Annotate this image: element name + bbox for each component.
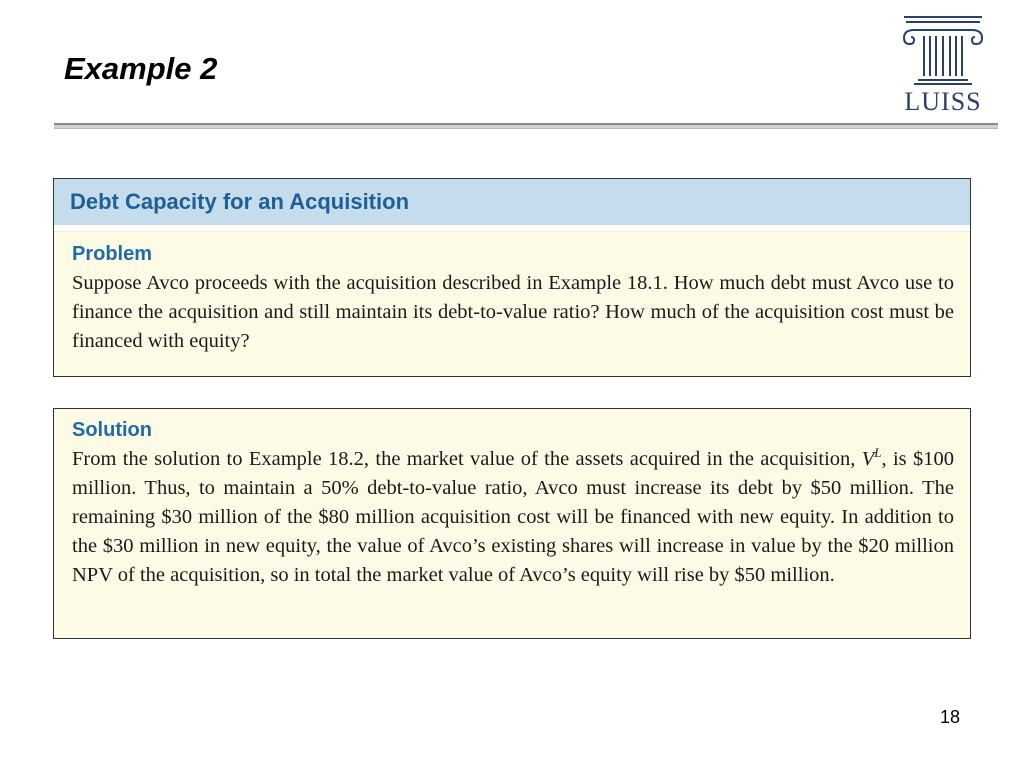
solution-text-intro: From the solution to Example 18.2, the market value of the assets acquired in the acquisition, xyxy=(72,448,856,470)
title-divider xyxy=(54,123,998,129)
problem-heading: Problem xyxy=(72,243,153,265)
header-gap xyxy=(54,225,970,232)
solution-text xyxy=(54,445,970,590)
solution-text-body: , is $100 million. Thus, to maintain a 50% debt-to-value ratio, Avco must increase its debt by $50 million. The remaining $30 million of the $80 million acquisition cost will be financed with new equity. In addition to the $30 million in new equity, the value of Avco’s existing shares will increase in value by the $20 million NPV of the acquisition, so in total the market value of Avco’s equity will rise by $50 million. xyxy=(72,448,954,586)
solution-heading: Solution xyxy=(72,419,152,441)
value-symbol xyxy=(861,445,882,470)
slide-title: Example 2 xyxy=(64,51,218,86)
column-logo-icon xyxy=(900,14,986,86)
logo-text: LUISS xyxy=(904,87,982,116)
problem-text: Suppose Avco proceeds with the acquisition described in Example 18.1. How much debt must Avco use to finance the acquisition and still maintain its debt-to-value ratio? How much of the acquisition cost must be financed with equity? xyxy=(72,272,954,352)
solution-box xyxy=(53,408,971,639)
luiss-logo xyxy=(900,14,990,116)
example-header: Debt Capacity for an Acquisition xyxy=(54,179,970,225)
value-symbol-superscript: L xyxy=(874,445,882,460)
value-symbol-letter: V xyxy=(861,448,875,470)
page-number: 18 xyxy=(940,707,961,727)
problem-box xyxy=(53,178,971,377)
